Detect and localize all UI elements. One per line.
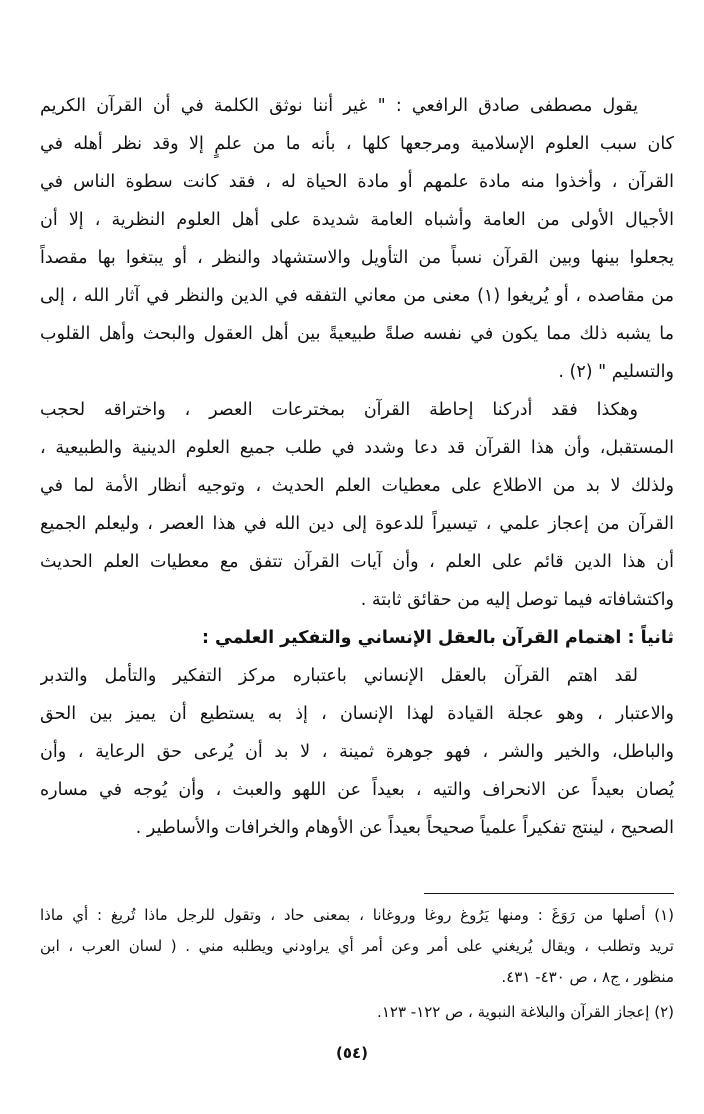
main-text	[40, 87, 674, 847]
paragraph3-line: والباطل، والخير والشر ، فهو جوهرة ثمينة ، لا بد أن يُرعى حق الرعاية ، وأن	[40, 742, 674, 762]
footnote-1-line: (١) أصلها من رَوَغَ : ومنها يَرُوغ روغا وروغانا ، بمعنى حاد ، وتقول للرجل ماذا تُريغ : أي ماذا	[40, 906, 674, 924]
paragraph3-line: لقد اهتم القرآن بالعقل الإنساني باعتباره مركز التفكير والتأمل والتدبر	[40, 666, 638, 686]
paragraph2-line: واكتشافاته فيما توصل إليه من حقائق ثابتة .	[360, 590, 674, 610]
footnote-1-line: منظور ، ج٨ ، ص ٤٣٠- ٤٣١.	[501, 968, 674, 986]
footnotes	[40, 900, 674, 1028]
footnote-divider	[424, 893, 674, 894]
page-number: (٥٤)	[335, 1044, 369, 1062]
footnote-2: (٢) إعجاز القرآن والبلاغة النبوية ، ص ١٢٢- ١٢٣.	[377, 1003, 674, 1021]
paragraph2-line: المستقبل، وأن هذا القرآن قد دعا وشدد في طلب جميع العلوم الدينية والطبيعية ،	[40, 438, 674, 458]
paragraph1-line: يقول مصطفى صادق الرافعي : " غير أننا نوثق الكلمة في أن القرآن الكريم	[40, 96, 638, 116]
paragraph1-line: القرآن ، وأخذوا منه مادة علمهم أو مادة الحياة له ، فقد كانت سطوة الناس في	[40, 172, 674, 192]
paragraph2-line: أن هذا الدين قائم على العلم ، وأن آيات القرآن تتفق مع معطيات العلم الحديث	[40, 552, 674, 572]
paragraph1-line: والتسليم " (٢) .	[558, 362, 674, 382]
footnote-1-line: تريد وتطلب ، ويقال يُريغني على أمر وعن أمر أي يراودني ويطلبه مني . ( لسان العرب ، ابن	[40, 937, 674, 955]
paragraph3-line: والاعتبار ، وهو عجلة القيادة لهذا الإنسان ، إذ به يستطيع أن يميز بين الحق	[40, 704, 674, 724]
paragraph3-line: الصحيح ، لينتج تفكيراً علمياً صحيحاً بعيداً عن الأوهام والخرافات والأساطير .	[135, 818, 674, 838]
paragraph3-line: يُصان بعيداً عن الانحراف والتيه ، بعيداً عن اللهو والعبث ، وأن يُوجه في مساره	[40, 780, 674, 800]
paragraph1-line: الأجيال الأولى من العامة وأشباه العامة شديدة على أهل العلوم النظرية ، إلا أن	[40, 210, 674, 230]
paragraph1-line: من مقاصده ، أو يُريغوا (١) معنى من معاني التفقه في الدين والنظر في آثار الله ، إلى	[40, 286, 674, 306]
paragraph2-line: وهكذا فقد أدركنا إحاطة القرآن بمخترعات العصر ، واختراقه لحجب	[40, 400, 638, 420]
paragraph2-line: ولذلك لا بد من الاطلاع على معطيات العلم الحديث ، وتوجيه أنظار الأمة لما في	[40, 476, 674, 496]
paragraph1-line: يجعلوا بينها وبين القرآن نسباً من التأويل والاستشهاد والنظر ، أو يبتغوا بها مقصداً	[40, 248, 674, 268]
paragraph2-line: القرآن من إعجاز علمي ، تيسيراً للدعوة إلى دين الله في هذا العصر ، وليعلم الجميع	[40, 514, 674, 534]
section-heading: ثانياً : اهتمام القرآن بالعقل الإنساني والتفكير العلمي :	[201, 628, 674, 648]
paragraph1-line: ما يشبه ذلك مما يكون في نفسه صلةً طبيعيةً بين أهل العقول والبحث وأهل القلوب	[40, 324, 674, 344]
paragraph1-line: كان سبب العلوم الإسلامية ومرجعها كلها ، بأنه ما من علمٍ إلا وقد نظر أهله في	[40, 134, 674, 154]
